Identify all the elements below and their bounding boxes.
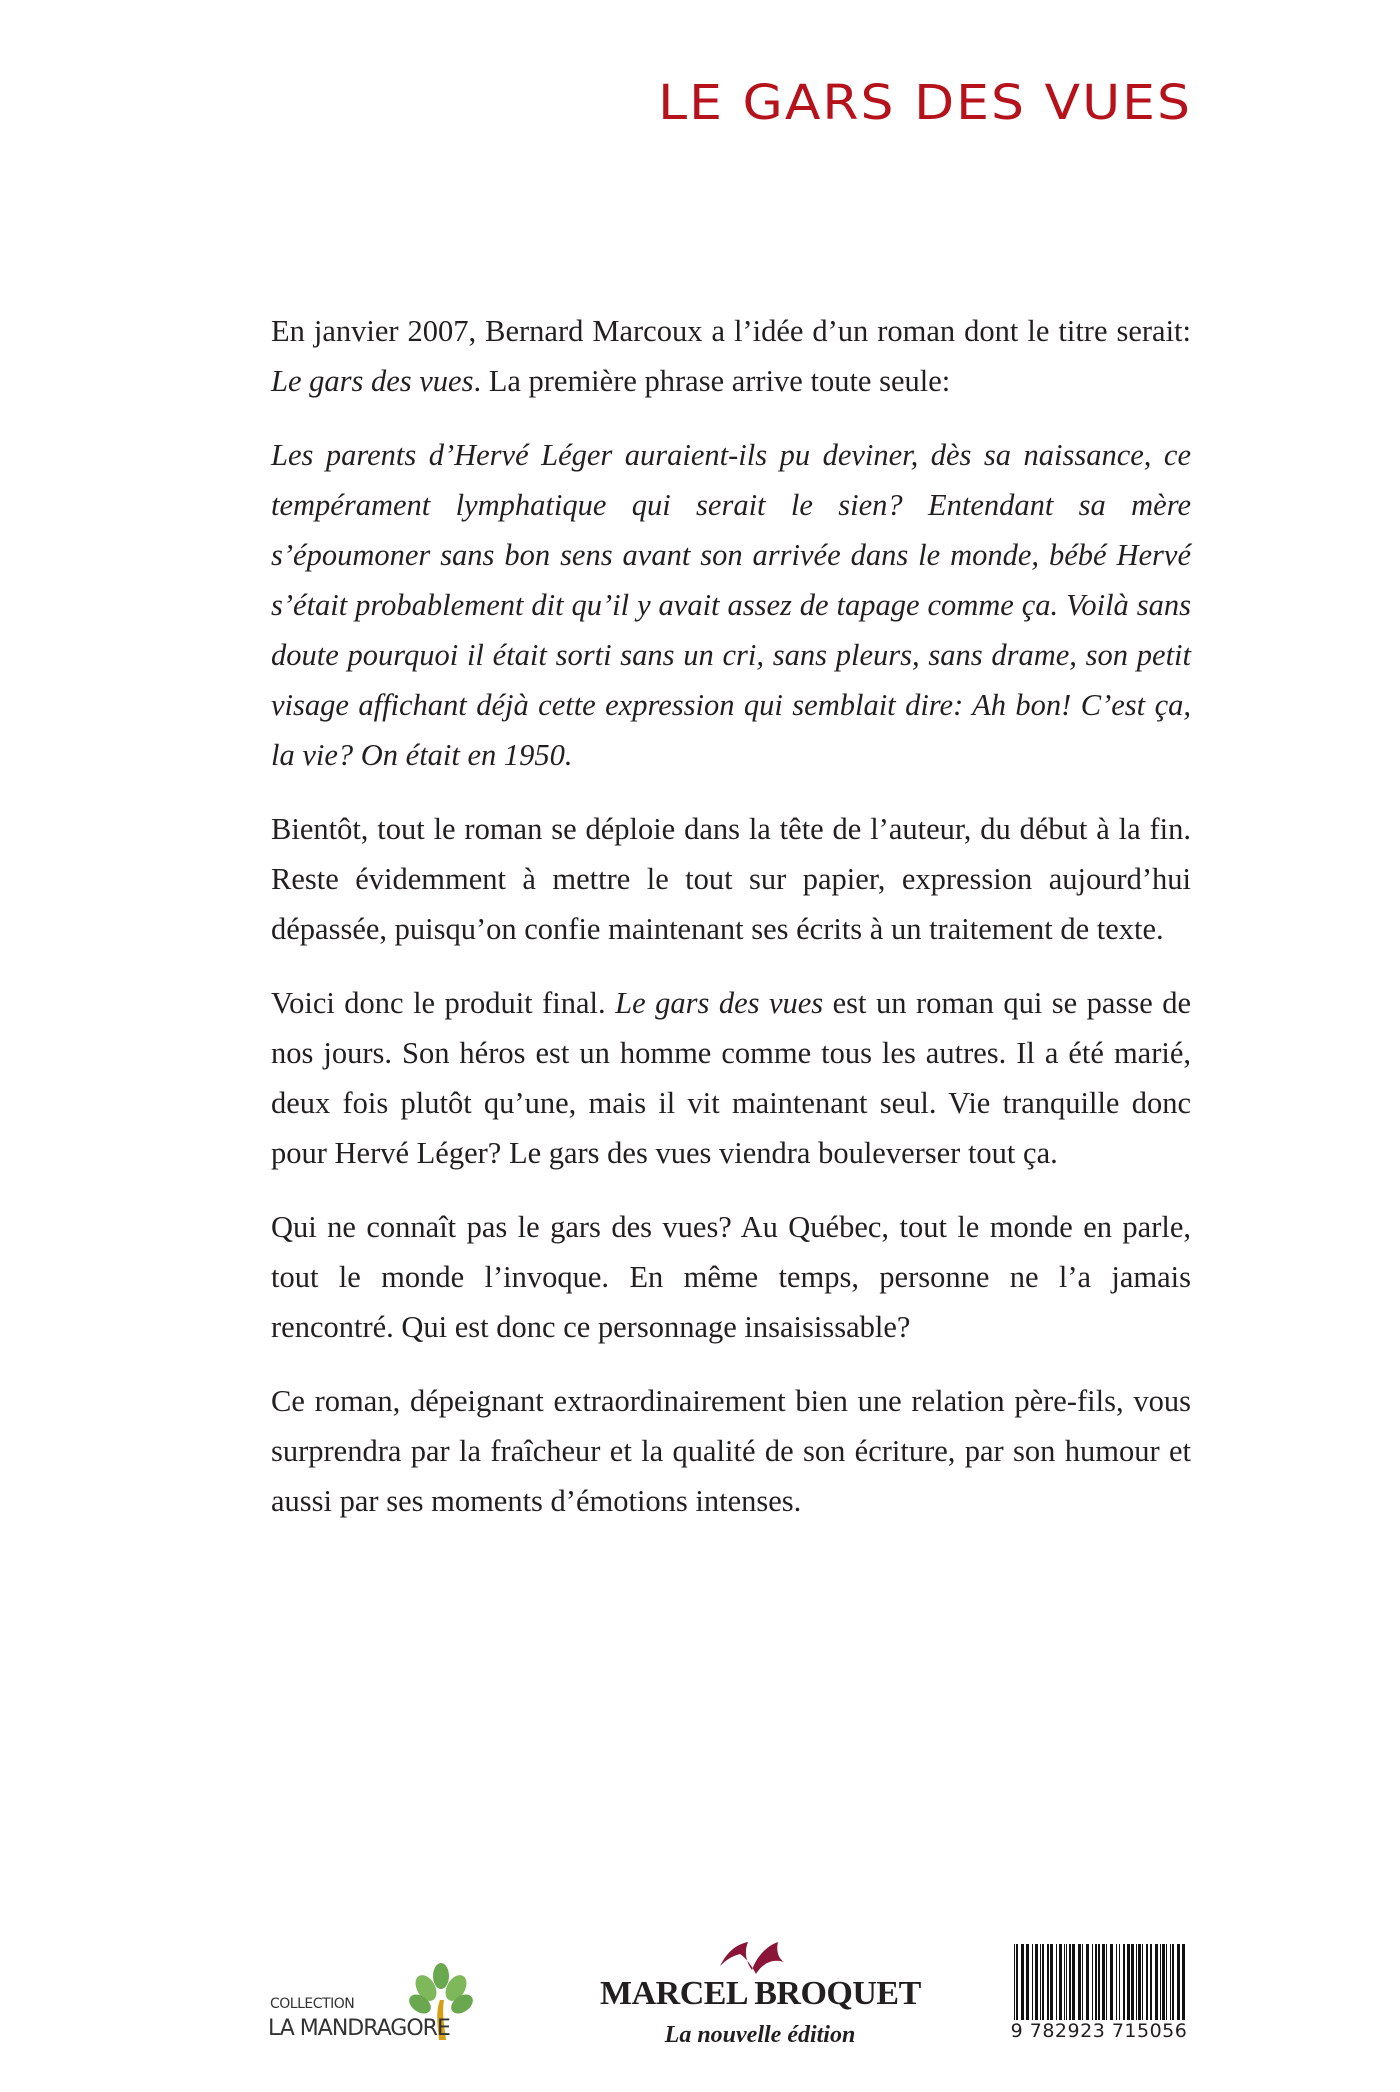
barcode-bar xyxy=(1014,1944,1015,2020)
barcode-bar xyxy=(1059,1944,1062,2020)
barcode-bar xyxy=(1116,1944,1117,2020)
barcode-bar xyxy=(1072,1944,1075,2020)
barcode-bar xyxy=(1078,1944,1081,2020)
barcode-bar xyxy=(1123,1944,1125,2020)
barcode-bar xyxy=(1095,1944,1097,2020)
barcode-bar xyxy=(1026,1944,1029,2020)
barcode-bar xyxy=(1050,1944,1053,2020)
barcode-bar xyxy=(1092,1944,1093,2020)
isbn-barcode xyxy=(1006,1944,1192,2044)
publisher-logo xyxy=(600,1940,920,2056)
barcode-bar xyxy=(1066,1944,1067,2020)
publisher-name: MARCEL BROQUET xyxy=(600,1975,921,2012)
title-italic: Le gars des vues xyxy=(271,364,474,398)
barcode-bar xyxy=(1035,1944,1038,2020)
book-title: LE GARS DES VUES xyxy=(658,76,1192,132)
publisher-bird-icon xyxy=(718,1940,798,1976)
paragraph-excerpt: Les parents d’Hervé Léger auraient-ils pu deviner, dès sa naissance, ce tempérament lymphatique qui serait le sien? Entendant sa mère s’époumoner sans bon sens avant son arrivée dans le monde, bébé Hervé s’était probablement dit qu’il y avait assez de tapage comme ça. Voilà sans doute pourquoi il était sorti sans un cri, sans pleurs, sans drame, son petit visage affichant déjà cette expression qui semblait dire: Ah bon! C’est ça, la vie? On était en 1950. xyxy=(271,438,1191,772)
barcode-bar xyxy=(1131,1944,1134,2020)
barcode-bar xyxy=(1021,1944,1024,2020)
paragraph xyxy=(271,978,1191,1178)
text: Voici donc le produit final. xyxy=(271,986,616,1020)
barcode-bar xyxy=(1082,1944,1083,2020)
barcode-bar xyxy=(1110,1944,1113,2020)
barcode-bar xyxy=(1119,1944,1120,2020)
barcode-bar xyxy=(1106,1944,1107,2020)
barcode-bar xyxy=(1150,1944,1152,2020)
barcode-bar xyxy=(1047,1944,1049,2020)
collection-logo xyxy=(266,1962,526,2046)
barcode-bar xyxy=(1172,1944,1174,2020)
barcode-bar xyxy=(1016,1944,1018,2020)
barcode-bar xyxy=(1056,1944,1057,2020)
title-italic: Le gars des vues xyxy=(615,986,824,1020)
barcode-bar xyxy=(1136,1944,1137,2020)
barcode-bar xyxy=(1146,1944,1148,2020)
barcode-bar xyxy=(1177,1944,1180,2020)
publisher-tagline: La nouvelle édition xyxy=(664,2022,856,2048)
barcode-bar xyxy=(1040,1944,1041,2020)
paragraph: Bientôt, tout le roman se déploie dans la tête de l’auteur, du début à la fin. Reste évidemment à mettre le tout sur papier, expression aujourd’hui dépassée, puisqu’on confie maintenant ses écrits à un traitement de texte. xyxy=(271,812,1191,946)
barcode-bar xyxy=(1170,1944,1171,2020)
collection-name: LA MANDRAGORE xyxy=(268,2016,450,2041)
barcode-bar xyxy=(1162,1944,1165,2020)
paragraph: Ce roman, dépeignant extraordinairement bien une relation père-fils, vous surprendra par la fraîcheur et la qualité de son écriture, par son humour et aussi par ses moments d’émotions intenses. xyxy=(271,1384,1191,1518)
back-cover-text xyxy=(271,306,1191,1550)
barcode-bar xyxy=(1166,1944,1167,2020)
barcode-bars xyxy=(1006,1944,1192,2020)
barcode-bar xyxy=(1182,1944,1185,2020)
text: est un roman qui se passe de nos jours. Son héros est un homme comme tous les autres. Il a été marié, deux fois plutôt qu’une, mais il vit maintenant seul. Vie tranquille donc pour Hervé Léger? Le gars des vues viendra bouleverser tout ça. xyxy=(271,986,1191,1170)
barcode-bar xyxy=(1086,1944,1089,2020)
barcode-bar xyxy=(1064,1944,1065,2020)
barcode-bar xyxy=(1142,1944,1143,2020)
text: . La première phrase arrive toute seule: xyxy=(473,364,951,398)
barcode-bar xyxy=(1155,1944,1158,2020)
barcode-bar xyxy=(1098,1944,1100,2020)
barcode-bar xyxy=(1138,1944,1141,2020)
barcode-bar xyxy=(1160,1944,1161,2020)
barcode-bar xyxy=(1032,1944,1033,2020)
barcode-bar xyxy=(1127,1944,1130,2020)
barcode-bar xyxy=(1042,1944,1044,2020)
text: En janvier 2007, Bernard Marcoux a l’idée d’un roman dont le titre serait: xyxy=(271,314,1191,348)
paragraph: Qui ne connaît pas le gars des vues? Au Québec, tout le monde en parle, tout le monde l’invoque. En même temps, personne ne l’a jamais rencontré. Qui est donc ce personnage insaisissable? xyxy=(271,1210,1191,1344)
paragraph-intro xyxy=(271,306,1191,406)
barcode-bar xyxy=(1102,1944,1105,2020)
collection-label: COLLECTION xyxy=(270,1996,355,2012)
barcode-bar xyxy=(1069,1944,1071,2020)
isbn-number: 9 782923 715056 xyxy=(1006,2020,1192,2042)
